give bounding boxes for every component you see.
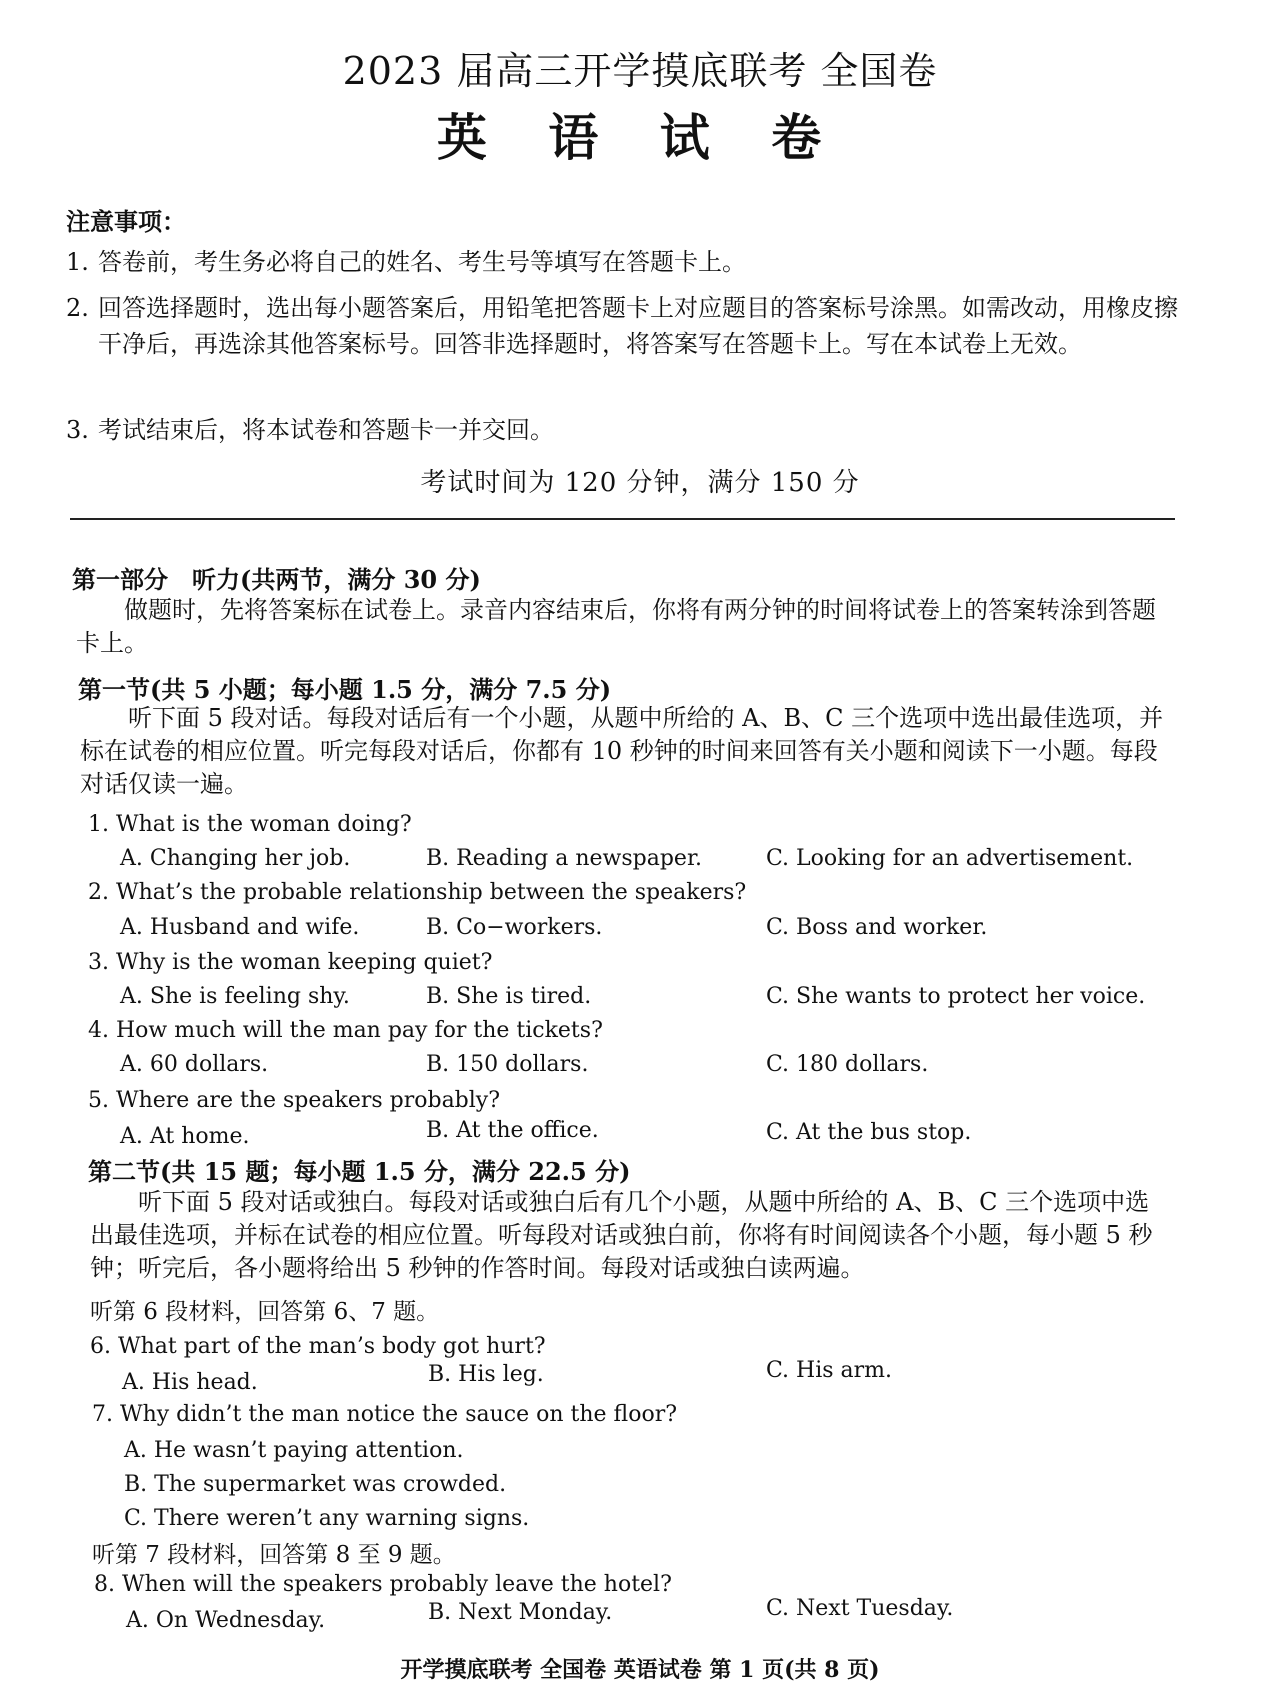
option-c: C. 180 dollars. xyxy=(766,1052,929,1077)
question-8: 8. When will the speakers probably leave the hotel? xyxy=(94,1572,672,1597)
question-7: 7. Why didn’t the man notice the sauce on the floor? xyxy=(92,1402,678,1427)
option-b: B. 150 dollars. xyxy=(426,1052,589,1077)
part1-heading: 第一部分 听力(共两节，满分 30 分) xyxy=(72,565,481,594)
divider xyxy=(70,518,1175,520)
notice-item-2 xyxy=(66,290,1186,362)
option-b: B. Next Monday. xyxy=(428,1600,613,1625)
option-a: A. At home. xyxy=(120,1124,250,1149)
material-6-note: 听第 6 段材料，回答第 6、7 题。 xyxy=(90,1299,440,1325)
page-footer: 开学摸底联考 全国卷 英语试卷 第 1 页(共 8 页) xyxy=(400,1657,880,1683)
exam-title: 2023 届高三开学摸底联考 全国卷 xyxy=(342,49,938,93)
option-c: C. Boss and worker. xyxy=(766,915,988,940)
option-b: B. She is tired. xyxy=(426,984,592,1009)
section2-instructions: 听下面 5 段对话或独白。每段对话或独白后有几个小题，从题中所给的 A、B、C 三个选项中选出最佳选项，并标在试卷的相应位置。听每段对话或独白前，你将有时间阅读各个小题，每小题 5 秒钟；听完后，各小题将给出 5 秒钟的作答时间。每段对话或独白读两遍。 xyxy=(90,1188,1153,1282)
option-c: C. Next Tuesday. xyxy=(766,1596,954,1621)
option-b: B. His leg. xyxy=(428,1362,544,1387)
option-a: A. Changing her job. xyxy=(120,846,351,871)
question-2: 2. What’s the probable relationship between the speakers? xyxy=(88,880,747,905)
option-c: C. She wants to protect her voice. xyxy=(766,984,1146,1009)
notice-number: 1. xyxy=(66,248,89,276)
option-a: A. 60 dollars. xyxy=(120,1052,269,1077)
section1-heading: 第一节(共 5 小题；每小题 1.5 分，满分 7.5 分) xyxy=(78,675,612,704)
option-b: B. Co−workers. xyxy=(426,915,603,940)
section1-instructions: 听下面 5 段对话。每段对话后有一个小题，从题中所给的 A、B、C 三个选项中选出最佳选项，并标在试卷的相应位置。听完每段对话后，你都有 10 秒钟的时间来回答有关小题和阅读下一小题。每段对话仅读一遍。 xyxy=(80,704,1164,798)
notice-heading: 注意事项： xyxy=(66,207,186,236)
material-7-note: 听第 7 段材料，回答第 8 至 9 题。 xyxy=(92,1542,456,1568)
option-a: A. He wasn’t paying attention. xyxy=(124,1438,464,1463)
option-b: B. The supermarket was crowded. xyxy=(124,1472,507,1497)
notice-number: 3. xyxy=(66,416,89,444)
question-4: 4. How much will the man pay for the tickets? xyxy=(88,1018,603,1043)
option-a: A. On Wednesday. xyxy=(126,1608,326,1633)
notice-number: 2. xyxy=(66,294,89,322)
section2-heading: 第二节(共 15 题；每小题 1.5 分，满分 22.5 分) xyxy=(88,1157,631,1186)
notice-text: 考试结束后，将本试卷和答题卡一并交回。 xyxy=(98,416,554,444)
option-c: C. At the bus stop. xyxy=(766,1120,972,1145)
option-b: B. Reading a newspaper. xyxy=(426,846,703,871)
option-c: C. Looking for an advertisement. xyxy=(766,846,1134,871)
question-1: 1. What is the woman doing? xyxy=(88,812,412,837)
option-a: A. His head. xyxy=(122,1370,258,1395)
notice-item-3 xyxy=(66,412,1186,448)
question-5: 5. Where are the speakers probably? xyxy=(88,1088,501,1113)
part1-intro: 做题时，先将答案标在试卷上。录音内容结束后，你将有两分钟的时间将试卷上的答案转涂到答题卡上。 xyxy=(76,596,1156,657)
option-c: C. There weren’t any warning signs. xyxy=(124,1506,530,1531)
notice-text: 答卷前，考生务必将自己的姓名、考生号等填写在答题卡上。 xyxy=(98,248,746,276)
notice-text: 回答选择题时，选出每小题答案后，用铅笔把答题卡上对应题目的答案标号涂黑。如需改动，用橡皮擦干净后，再选涂其他答案标号。回答非选择题时，将答案写在答题卡上。写在本试卷上无效。 xyxy=(98,294,1178,358)
question-6: 6. What part of the man’s body got hurt? xyxy=(90,1334,546,1359)
option-a: A. Husband and wife. xyxy=(120,915,360,940)
notice-item-1 xyxy=(66,244,1186,280)
option-c: C. His arm. xyxy=(766,1358,893,1383)
subject-title: 英 语 试 卷 xyxy=(436,108,844,167)
option-a: A. She is feeling shy. xyxy=(120,984,350,1009)
question-3: 3. Why is the woman keeping quiet? xyxy=(88,950,493,975)
option-b: B. At the office. xyxy=(426,1118,599,1143)
exam-time: 考试时间为 120 分钟，满分 150 分 xyxy=(420,468,860,498)
